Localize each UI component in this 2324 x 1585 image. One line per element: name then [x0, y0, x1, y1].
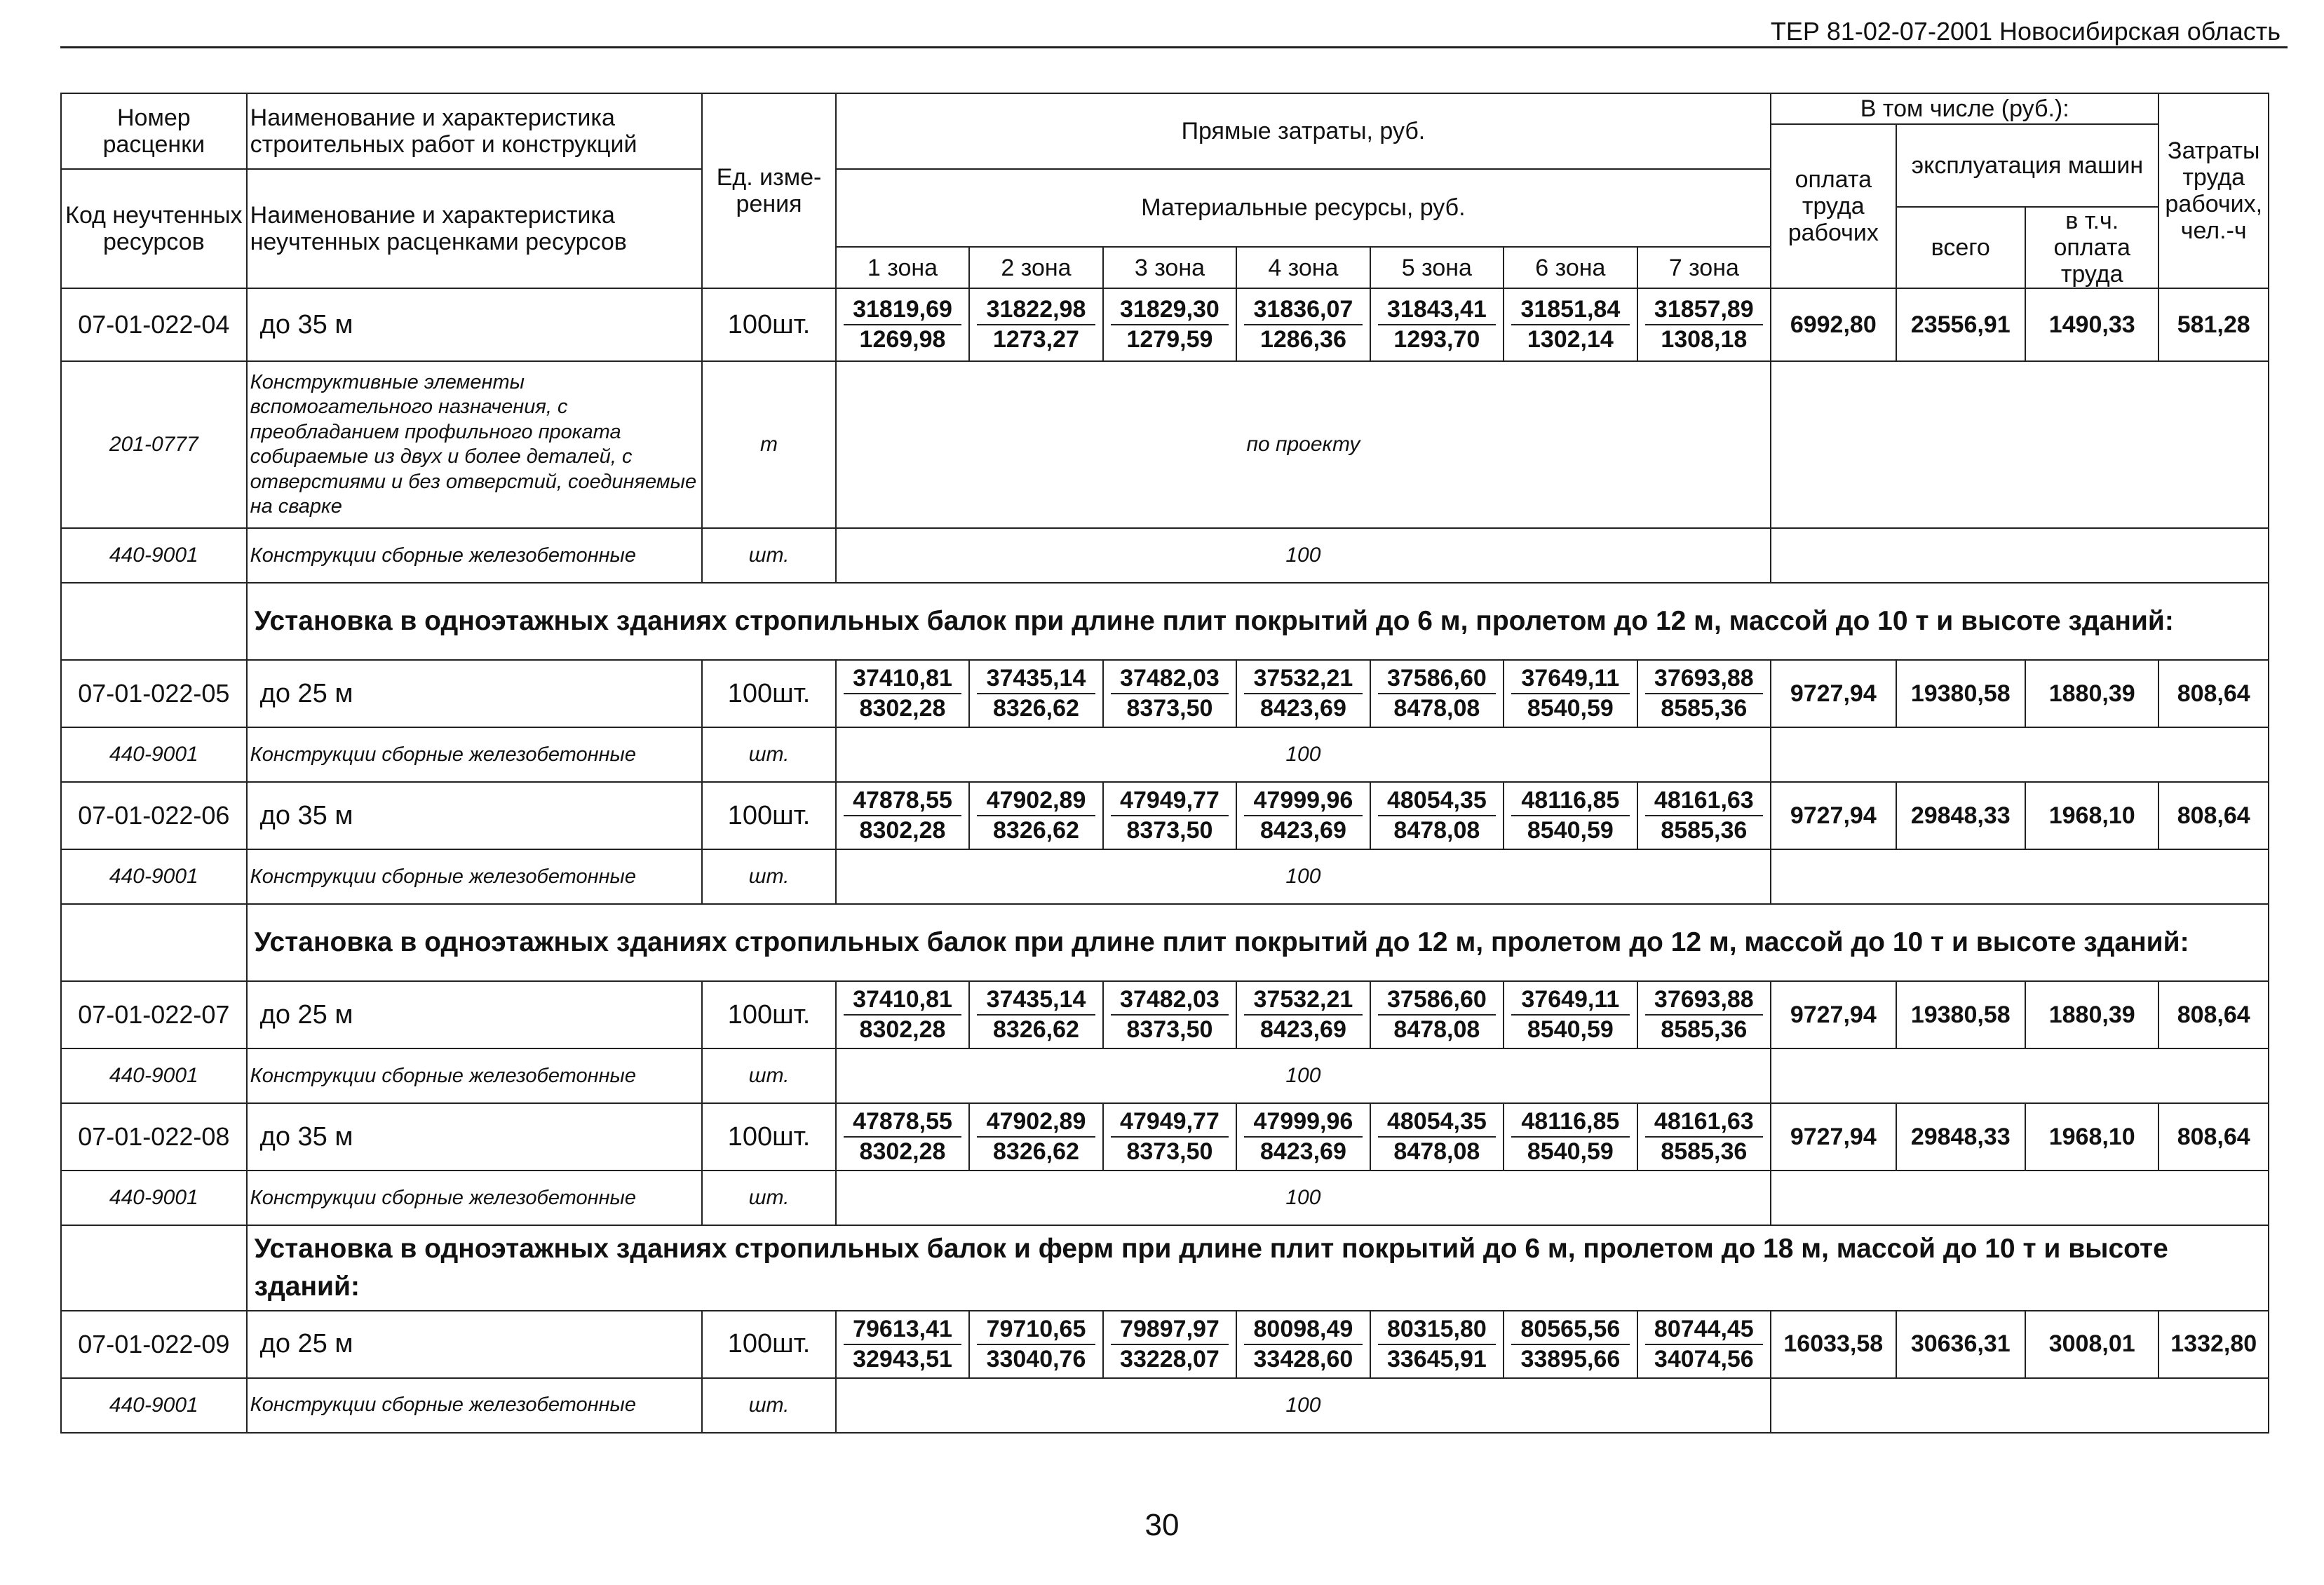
table-row: [61, 1103, 2269, 1171]
zone-material-cost: 1279,59: [1126, 326, 1213, 353]
header-rate-number: Номер расценки: [61, 93, 247, 169]
zone-1-cell: [836, 981, 969, 1048]
table-row: [61, 288, 2269, 361]
header-zone-6: 6 зона: [1504, 247, 1637, 288]
zone-5-cell: [1370, 782, 1504, 849]
header-zone-5: 5 зона: [1370, 247, 1504, 288]
resource-row: [61, 1378, 2269, 1433]
machine-wage-cell: 1880,39: [2025, 981, 2159, 1048]
machine-total-cell: 29848,33: [1896, 782, 2025, 849]
zone-material-cost: 8373,50: [1126, 817, 1213, 844]
zone-5-cell: [1370, 1103, 1504, 1171]
zone-1-cell: [836, 782, 969, 849]
zone-6-cell: [1504, 1311, 1637, 1378]
header-machine-operation: эксплуатация машин: [1896, 124, 2159, 207]
resource-unit: шт.: [702, 1048, 835, 1103]
zone-direct-cost: 79897,97: [1111, 1315, 1229, 1345]
resource-row: [61, 849, 2269, 904]
zone-7-cell: [1637, 981, 1771, 1048]
resource-code: 440-9001: [61, 727, 247, 782]
zone-direct-cost: 37435,14: [977, 985, 1095, 1016]
resource-blank: [1771, 1378, 2269, 1433]
wage-cell: 16033,58: [1771, 1311, 1896, 1378]
zone-2-cell: [969, 1103, 1102, 1171]
zone-5-cell: [1370, 660, 1504, 727]
zone-direct-cost: 79613,41: [844, 1315, 961, 1345]
zone-direct-cost: 37435,14: [977, 664, 1095, 694]
zone-material-cost: 8302,28: [859, 817, 946, 844]
zone-material-cost: 8423,69: [1259, 817, 1346, 844]
resource-name: Конструкции сборные железобетонные: [247, 1048, 703, 1103]
resource-value: 100: [836, 1171, 1771, 1225]
zone-direct-cost: 48161,63: [1645, 1107, 1763, 1138]
header-zone-1: 1 зона: [836, 247, 969, 288]
labor-cell: 808,64: [2159, 1103, 2269, 1171]
zone-material-cost: 8302,28: [859, 1138, 946, 1166]
section-code-blank: [61, 1225, 247, 1311]
labor-cell: 808,64: [2159, 660, 2269, 727]
zone-1-cell: [836, 660, 969, 727]
resource-value: по проекту: [836, 361, 1771, 528]
zone-material-cost: 8585,36: [1661, 1016, 1748, 1044]
rate-unit: 100шт.: [702, 981, 835, 1048]
zone-material-cost: 8540,59: [1527, 817, 1614, 844]
header-wage: оплата труда рабочих: [1771, 124, 1896, 288]
table-row: [61, 981, 2269, 1048]
zone-material-cost: 33895,66: [1520, 1345, 1621, 1372]
header-machine-total: всего: [1896, 207, 2025, 288]
zone-direct-cost: 37410,81: [844, 985, 961, 1016]
section-code-blank: [61, 583, 247, 660]
zone-material-cost: 1308,18: [1661, 326, 1748, 353]
zone-direct-cost: 80315,80: [1378, 1315, 1496, 1345]
zone-direct-cost: 31822,98: [977, 295, 1095, 325]
zone-3-cell: [1103, 288, 1236, 361]
zone-material-cost: 8478,08: [1393, 1016, 1480, 1044]
zone-direct-cost: 37586,60: [1378, 985, 1496, 1016]
zone-direct-cost: 48054,35: [1378, 1107, 1496, 1138]
resource-row: [61, 528, 2269, 583]
table-row: [61, 782, 2269, 849]
resource-row: [61, 1048, 2269, 1103]
resource-unit: т: [702, 361, 835, 528]
resource-blank: [1771, 849, 2269, 904]
resource-blank: [1771, 361, 2269, 528]
rate-name: до 25 м: [247, 660, 703, 727]
rate-code: 07-01-022-04: [61, 288, 247, 361]
machine-wage-cell: 3008,01: [2025, 1311, 2159, 1378]
resource-unit: шт.: [702, 849, 835, 904]
resource-code: 440-9001: [61, 1048, 247, 1103]
table-row: [61, 660, 2269, 727]
zone-direct-cost: 47999,96: [1244, 1107, 1362, 1138]
section-title: Установка в одноэтажных зданиях стропильных балок и ферм при длине плит покрытий до 6 м, пролетом до 18 м, массой до 10 т и высоте зданий:: [247, 1225, 2269, 1311]
zone-direct-cost: 37693,88: [1645, 664, 1763, 694]
zone-7-cell: [1637, 1103, 1771, 1171]
resource-unit: шт.: [702, 1171, 835, 1225]
zone-5-cell: [1370, 981, 1504, 1048]
rate-code: 07-01-022-09: [61, 1311, 247, 1378]
zone-6-cell: [1504, 288, 1637, 361]
zone-direct-cost: 37482,03: [1111, 985, 1229, 1016]
zone-direct-cost: 48054,35: [1378, 786, 1496, 816]
zone-7-cell: [1637, 782, 1771, 849]
zone-material-cost: 33428,60: [1253, 1345, 1353, 1372]
rate-table: [60, 93, 2269, 1434]
zone-2-cell: [969, 782, 1102, 849]
header-machine-wage: в т.ч. оплата труда: [2025, 207, 2159, 288]
zone-direct-cost: 37532,21: [1244, 985, 1362, 1016]
header-labor: Затраты труда рабочих, чел.-ч: [2159, 93, 2269, 288]
zone-material-cost: 8540,59: [1527, 695, 1614, 722]
section-title: Установка в одноэтажных зданиях стропильных балок при длине плит покрытий до 6 м, пролетом до 12 м, массой до 10 т и высоте зданий:: [247, 583, 2269, 660]
header-unit: Ед. изме-рения: [702, 93, 835, 288]
zone-direct-cost: 79710,65: [977, 1315, 1095, 1345]
resource-row: [61, 1171, 2269, 1225]
rate-name: до 35 м: [247, 288, 703, 361]
zone-material-cost: 8373,50: [1126, 1138, 1213, 1166]
zone-material-cost: 8302,28: [859, 695, 946, 722]
rate-unit: 100шт.: [702, 1311, 835, 1378]
zone-material-cost: 8423,69: [1259, 695, 1346, 722]
labor-cell: 808,64: [2159, 782, 2269, 849]
zone-material-cost: 8423,69: [1259, 1016, 1346, 1044]
zone-material-cost: 8585,36: [1661, 1138, 1748, 1166]
document-header: [60, 13, 2288, 48]
zone-2-cell: [969, 1311, 1102, 1378]
zone-4-cell: [1236, 782, 1370, 849]
zone-direct-cost: 31836,07: [1244, 295, 1362, 325]
zone-4-cell: [1236, 981, 1370, 1048]
zone-2-cell: [969, 660, 1102, 727]
zone-3-cell: [1103, 981, 1236, 1048]
rate-unit: 100шт.: [702, 1103, 835, 1171]
zone-material-cost: 8478,08: [1393, 1138, 1480, 1166]
zone-material-cost: 1269,98: [859, 326, 946, 353]
zone-direct-cost: 37693,88: [1645, 985, 1763, 1016]
zone-direct-cost: 37482,03: [1111, 664, 1229, 694]
wage-cell: 9727,94: [1771, 981, 1896, 1048]
zone-direct-cost: 31819,69: [844, 295, 961, 325]
zone-direct-cost: 47902,89: [977, 786, 1095, 816]
header-resource-code: Код неучтенных ресурсов: [61, 169, 247, 288]
rate-code: 07-01-022-08: [61, 1103, 247, 1171]
zone-direct-cost: 31829,30: [1111, 295, 1229, 325]
resource-code: 440-9001: [61, 849, 247, 904]
rate-name: до 35 м: [247, 782, 703, 849]
zone-7-cell: [1637, 1311, 1771, 1378]
resource-name: Конструкции сборные железобетонные: [247, 1378, 703, 1433]
labor-cell: 581,28: [2159, 288, 2269, 361]
labor-cell: 1332,80: [2159, 1311, 2269, 1378]
resource-row: [61, 727, 2269, 782]
zone-material-cost: 8326,62: [993, 1016, 1079, 1044]
zone-direct-cost: 37649,11: [1511, 664, 1629, 694]
zone-material-cost: 33040,76: [986, 1345, 1086, 1372]
zone-direct-cost: 47999,96: [1244, 786, 1362, 816]
zone-3-cell: [1103, 660, 1236, 727]
rate-code: 07-01-022-07: [61, 981, 247, 1048]
machine-wage-cell: 1968,10: [2025, 1103, 2159, 1171]
zone-1-cell: [836, 288, 969, 361]
zone-1-cell: [836, 1103, 969, 1171]
zone-direct-cost: 48161,63: [1645, 786, 1763, 816]
zone-direct-cost: 47949,77: [1111, 786, 1229, 816]
section-row: [61, 904, 2269, 981]
zone-7-cell: [1637, 660, 1771, 727]
resource-value: 100: [836, 849, 1771, 904]
zone-material-cost: 1273,27: [993, 326, 1079, 353]
zone-4-cell: [1236, 288, 1370, 361]
zone-material-cost: 8326,62: [993, 1138, 1079, 1166]
zone-material-cost: 8478,08: [1393, 817, 1480, 844]
section-title: Установка в одноэтажных зданиях стропильных балок при длине плит покрытий до 12 м, пролетом до 12 м, массой до 10 т и высоте зданий:: [247, 904, 2269, 981]
zone-direct-cost: 47949,77: [1111, 1107, 1229, 1138]
resource-value: 100: [836, 727, 1771, 782]
zone-5-cell: [1370, 1311, 1504, 1378]
wage-cell: 9727,94: [1771, 660, 1896, 727]
zone-1-cell: [836, 1311, 969, 1378]
resource-name: Конструкции сборные железобетонные: [247, 849, 703, 904]
zone-material-cost: 8373,50: [1126, 1016, 1213, 1044]
zone-6-cell: [1504, 1103, 1637, 1171]
zone-direct-cost: 80098,49: [1244, 1315, 1362, 1345]
resource-code: 440-9001: [61, 1378, 247, 1433]
zone-direct-cost: 48116,85: [1511, 786, 1629, 816]
zone-5-cell: [1370, 288, 1504, 361]
zone-3-cell: [1103, 1311, 1236, 1378]
zone-4-cell: [1236, 1311, 1370, 1378]
zone-material-cost: 32943,51: [853, 1345, 952, 1372]
rate-code: 07-01-022-05: [61, 660, 247, 727]
header-zone-3: 3 зона: [1103, 247, 1236, 288]
zone-material-cost: 8478,08: [1393, 695, 1480, 722]
machine-total-cell: 19380,58: [1896, 981, 2025, 1048]
resource-blank: [1771, 727, 2269, 782]
machine-wage-cell: 1880,39: [2025, 660, 2159, 727]
zone-direct-cost: 47902,89: [977, 1107, 1095, 1138]
zone-direct-cost: 47878,55: [844, 786, 961, 816]
zone-4-cell: [1236, 1103, 1370, 1171]
resource-name: Конструкции сборные железобетонные: [247, 528, 703, 583]
document-title: ТЕР 81-02-07-2001 Новосибирская область: [1770, 17, 2281, 46]
zone-material-cost: 8326,62: [993, 817, 1079, 844]
zone-direct-cost: 37532,21: [1244, 664, 1362, 694]
zone-material-cost: 8373,50: [1126, 695, 1213, 722]
zone-3-cell: [1103, 782, 1236, 849]
rate-name: до 25 м: [247, 1311, 703, 1378]
zone-6-cell: [1504, 782, 1637, 849]
header-work-name: Наименование и характеристика строительных работ и конструкций: [247, 93, 703, 169]
section-row: [61, 583, 2269, 660]
wage-cell: 9727,94: [1771, 782, 1896, 849]
section-row: [61, 1225, 2269, 1311]
resource-value: 100: [836, 1378, 1771, 1433]
zone-material-cost: 8302,28: [859, 1016, 946, 1044]
header-zone-4: 4 зона: [1236, 247, 1370, 288]
rate-code: 07-01-022-06: [61, 782, 247, 849]
zone-6-cell: [1504, 981, 1637, 1048]
zone-material-cost: 1293,70: [1393, 326, 1480, 353]
zone-2-cell: [969, 288, 1102, 361]
zone-direct-cost: 47878,55: [844, 1107, 961, 1138]
zone-direct-cost: 37649,11: [1511, 985, 1629, 1016]
zone-7-cell: [1637, 288, 1771, 361]
zone-direct-cost: 48116,85: [1511, 1107, 1629, 1138]
header-direct-costs: Прямые затраты, руб.: [836, 93, 1771, 169]
zone-direct-cost: 37410,81: [844, 664, 961, 694]
header-zone-7: 7 зона: [1637, 247, 1771, 288]
resource-blank: [1771, 1048, 2269, 1103]
resource-name: Конструкции сборные железобетонные: [247, 1171, 703, 1225]
header-resource-name: Наименование и характеристика неучтенных расценками ресурсов: [247, 169, 703, 288]
resource-unit: шт.: [702, 528, 835, 583]
rate-name: до 25 м: [247, 981, 703, 1048]
zone-material-cost: 8326,62: [993, 695, 1079, 722]
zone-direct-cost: 31843,41: [1378, 295, 1496, 325]
zone-direct-cost: 80744,45: [1645, 1315, 1763, 1345]
header-material-resources: Материальные ресурсы, руб.: [836, 169, 1771, 247]
zone-2-cell: [969, 981, 1102, 1048]
table-body: [61, 93, 2269, 1433]
header-including: В том числе (руб.):: [1771, 93, 2159, 124]
resource-unit: шт.: [702, 727, 835, 782]
header-zone-2: 2 зона: [969, 247, 1102, 288]
page-number: 30: [1144, 1508, 1180, 1542]
machine-total-cell: 19380,58: [1896, 660, 2025, 727]
resource-name: Конструктивные элементы вспомогательного назначения, с преобладанием профильного проката собираемые из двух и более деталей, с отверстиями и без отверстий, соединяемые на сварке: [247, 361, 703, 528]
section-code-blank: [61, 904, 247, 981]
zone-material-cost: 34074,56: [1654, 1345, 1754, 1372]
wage-cell: 6992,80: [1771, 288, 1896, 361]
zone-material-cost: 8585,36: [1661, 817, 1748, 844]
resource-blank: [1771, 1171, 2269, 1225]
zone-direct-cost: 31851,84: [1511, 295, 1629, 325]
zone-3-cell: [1103, 1103, 1236, 1171]
rate-unit: 100шт.: [702, 660, 835, 727]
zone-material-cost: 8423,69: [1259, 1138, 1346, 1166]
resource-code: 440-9001: [61, 528, 247, 583]
resource-code: 440-9001: [61, 1171, 247, 1225]
zone-direct-cost: 31857,89: [1645, 295, 1763, 325]
resource-row: [61, 361, 2269, 528]
wage-cell: 9727,94: [1771, 1103, 1896, 1171]
resource-unit: шт.: [702, 1378, 835, 1433]
resource-value: 100: [836, 1048, 1771, 1103]
rate-unit: 100шт.: [702, 288, 835, 361]
machine-total-cell: 23556,91: [1896, 288, 2025, 361]
machine-total-cell: 30636,31: [1896, 1311, 2025, 1378]
zone-material-cost: 8585,36: [1661, 695, 1748, 722]
zone-material-cost: 33228,07: [1120, 1345, 1220, 1372]
zone-material-cost: 8540,59: [1527, 1138, 1614, 1166]
resource-value: 100: [836, 528, 1771, 583]
resource-code: 201-0777: [61, 361, 247, 528]
machine-total-cell: 29848,33: [1896, 1103, 2025, 1171]
rate-name: до 35 м: [247, 1103, 703, 1171]
resource-blank: [1771, 528, 2269, 583]
machine-wage-cell: 1490,33: [2025, 288, 2159, 361]
zone-4-cell: [1236, 660, 1370, 727]
zone-direct-cost: 37586,60: [1378, 664, 1496, 694]
zone-6-cell: [1504, 660, 1637, 727]
zone-material-cost: 1302,14: [1527, 326, 1614, 353]
zone-material-cost: 1286,36: [1259, 326, 1346, 353]
labor-cell: 808,64: [2159, 981, 2269, 1048]
zone-direct-cost: 80565,56: [1511, 1315, 1629, 1345]
resource-name: Конструкции сборные железобетонные: [247, 727, 703, 782]
table-row: [61, 1311, 2269, 1378]
machine-wage-cell: 1968,10: [2025, 782, 2159, 849]
rate-unit: 100шт.: [702, 782, 835, 849]
zone-material-cost: 33645,91: [1386, 1345, 1487, 1372]
zone-material-cost: 8540,59: [1527, 1016, 1614, 1044]
